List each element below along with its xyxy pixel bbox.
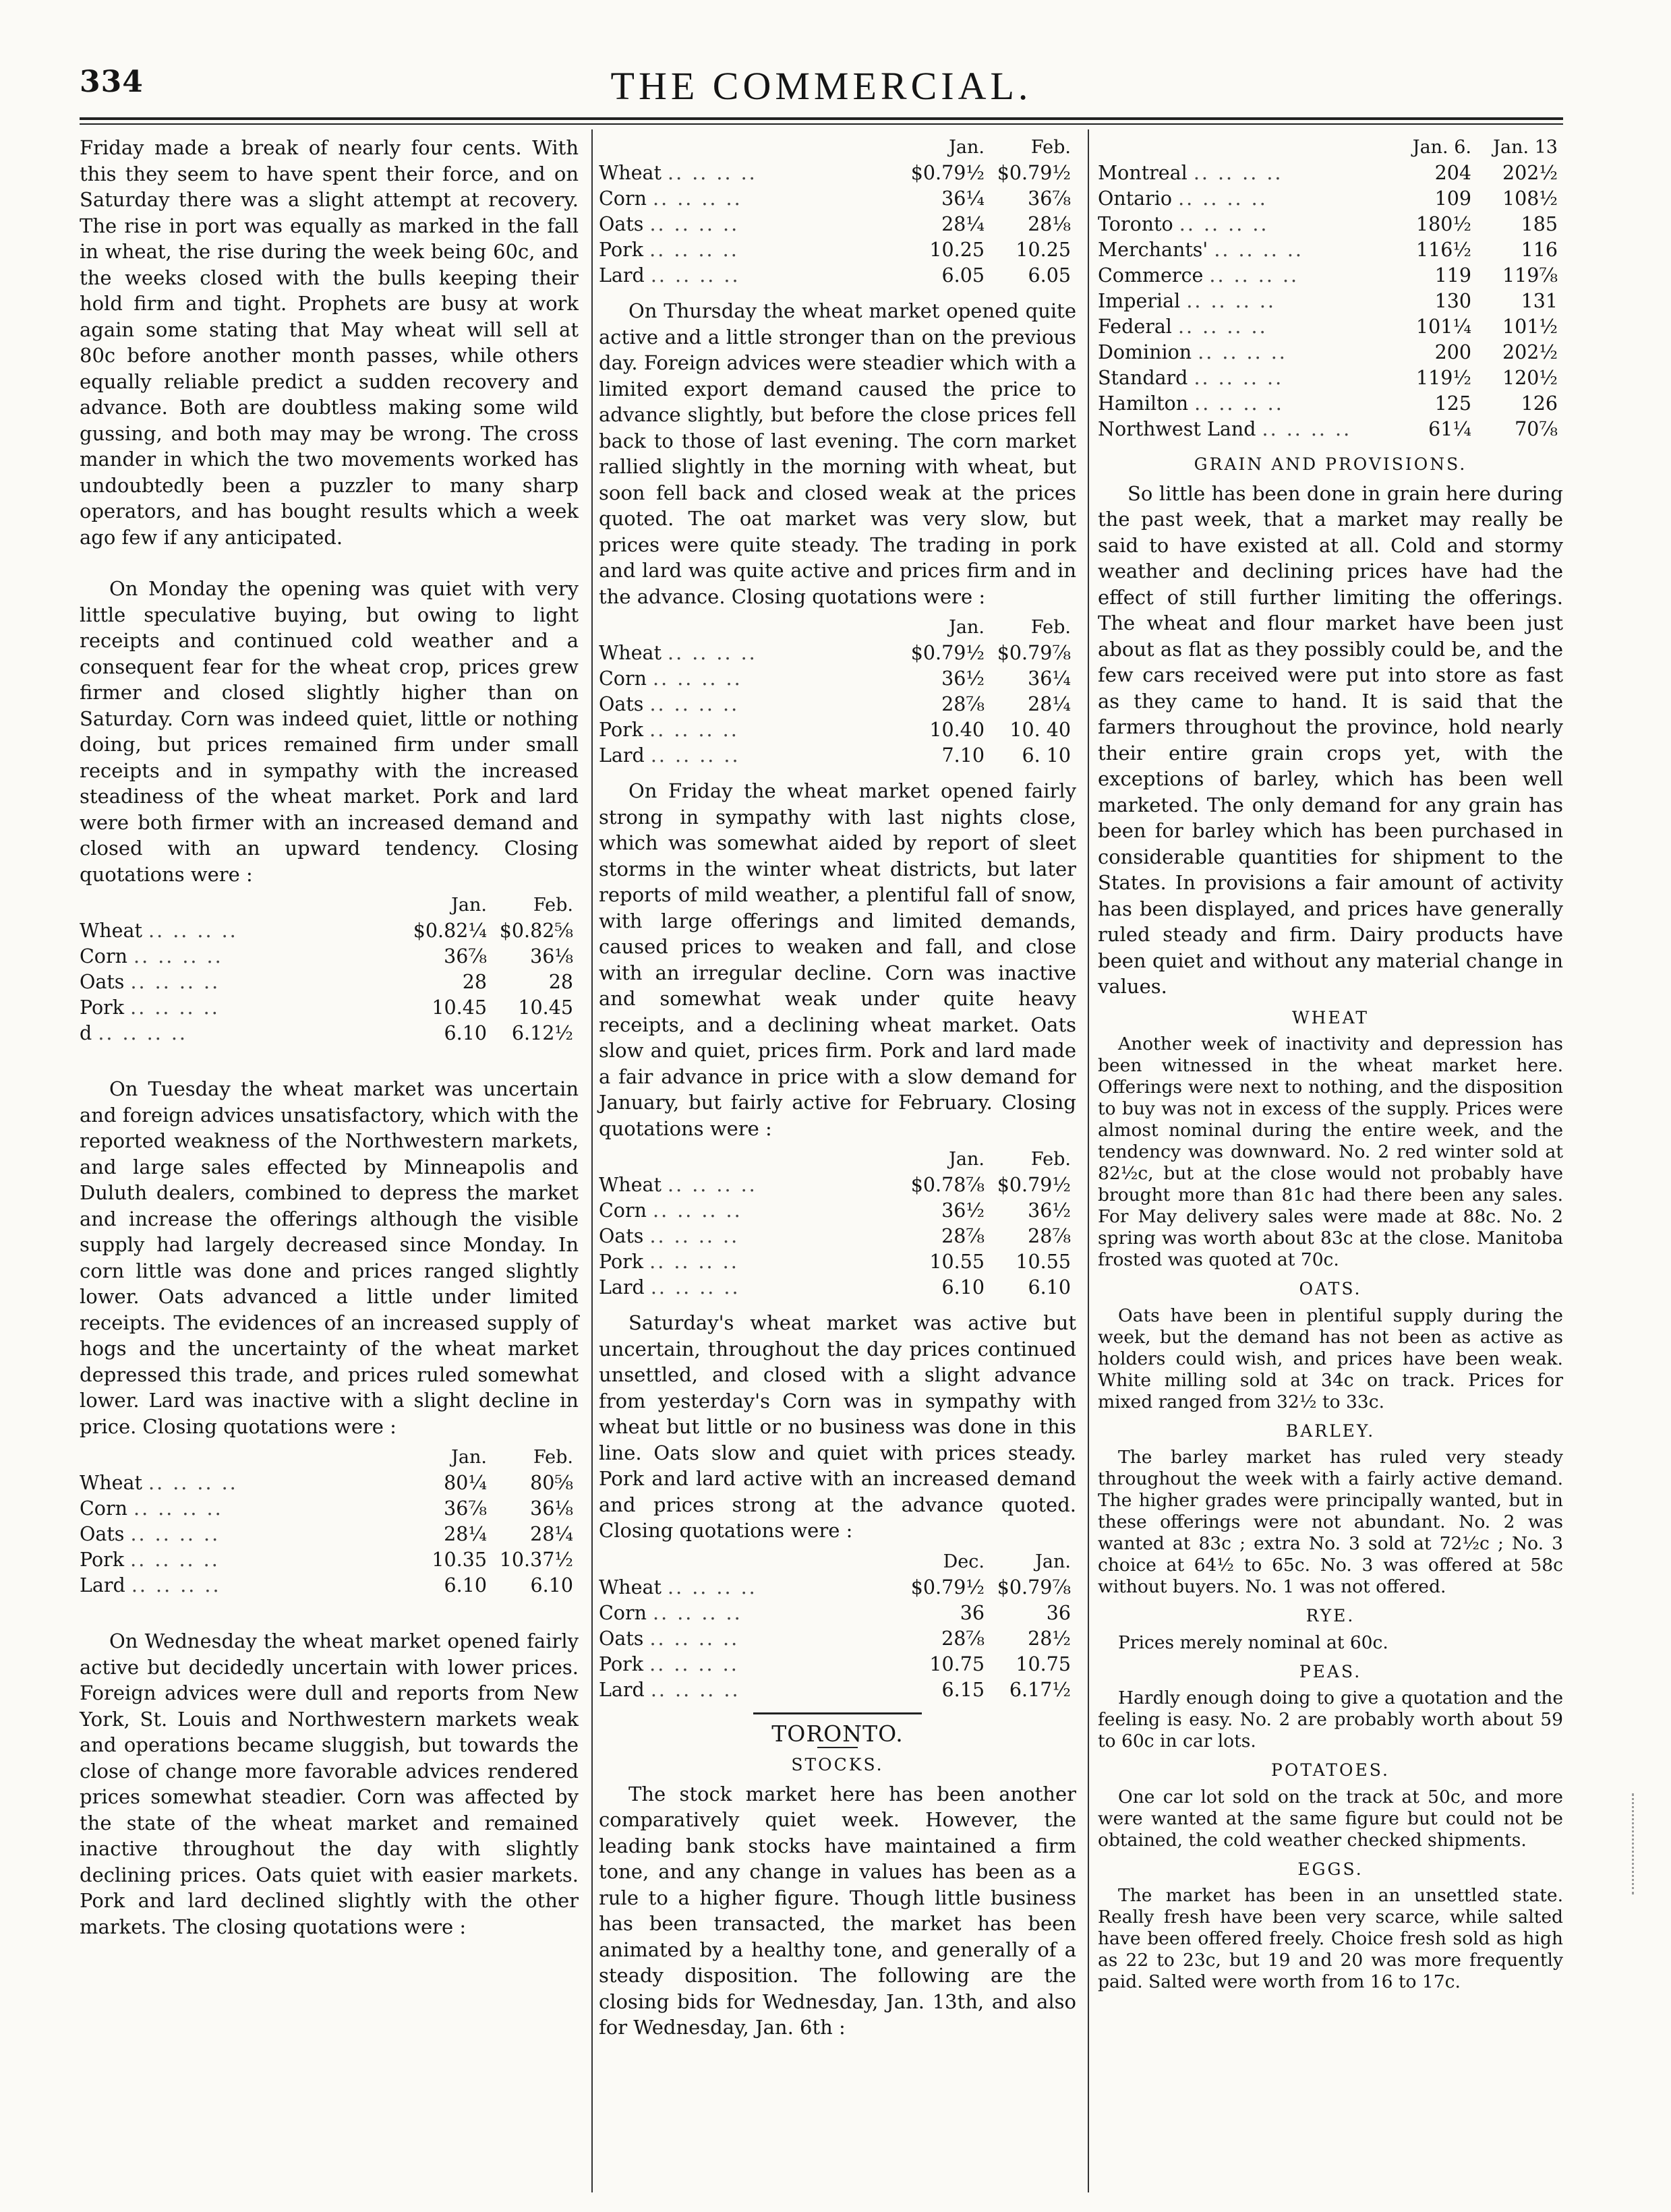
leader-dots: .. .. .. .. [653, 1601, 742, 1624]
cell-value: 36⅞ [444, 945, 487, 967]
cell-value: 131 [1521, 290, 1558, 312]
page-number: 334 [80, 65, 144, 99]
paragraph: The market has been in an unsettled state. Really fresh have been very scarce, while salted have been offered freely. Choice fresh sold as high as 22 to 23c, but 19 and 20 was more frequently paid. Salted were worth from 16 to 17c. [1098, 1885, 1563, 1992]
column-header: Feb. [1030, 1149, 1071, 1170]
row-label: Dominion [1098, 341, 1192, 363]
column-header: Jan. [451, 1447, 487, 1468]
row-label: Lard [599, 264, 645, 287]
column-divider-2 [1088, 129, 1089, 2192]
quotations-table [599, 1549, 1076, 1703]
column-header: Jan. 6. [1412, 137, 1471, 158]
row-label: Wheat [599, 642, 662, 664]
cell-value: 6.15 [941, 1678, 985, 1701]
cell-value: $0.79½ [910, 1576, 985, 1598]
cell-value: 10. 40 [1009, 719, 1071, 741]
leader-dots: .. .. .. .. [650, 264, 740, 287]
leader-dots: .. .. .. .. [653, 667, 742, 690]
leader-dots: .. .. .. .. [130, 971, 221, 993]
leader-dots: .. .. .. .. [649, 1225, 740, 1247]
cell-value: 28⅞ [941, 1225, 985, 1247]
cell-value: 10.45 [432, 996, 487, 1019]
cell-value: 36 [1046, 1601, 1071, 1624]
table-row [599, 1198, 1076, 1224]
leader-dots: .. .. .. .. [649, 693, 740, 715]
row-label: Standard [1098, 367, 1188, 389]
row-label: Wheat [599, 1576, 662, 1598]
cell-value: 119½ [1415, 367, 1471, 389]
table-row [1098, 289, 1563, 314]
row-label: Pork [599, 719, 644, 741]
paragraph: The stock market here has been another comparatively quiet week. However, the leading bank stocks have maintained a firm tone, and any change in values has been as a rule to a higher figure. Though little business has been transacted, the market has been animated by a healthy tone, and generally of a steady disposition. The following are the closing bids for Wednesday, Jan. 13th, and also for Wednesday, Jan. 6th : [599, 1782, 1076, 2039]
eggs-heading: EGGS. [1297, 1859, 1364, 1879]
cell-value: 80⅝ [530, 1472, 573, 1494]
row-label: Oats [80, 1523, 125, 1545]
cell-value: $0.79½ [997, 1174, 1071, 1196]
table-row [599, 1575, 1076, 1601]
oats-heading: OATS. [1299, 1279, 1362, 1298]
cell-value: 6. 10 [1022, 744, 1071, 767]
cell-value: $0.79½ [910, 642, 985, 664]
cell-value: $0.79½ [997, 162, 1071, 184]
leader-dots: .. .. .. .. [649, 719, 739, 741]
row-label: Federal [1098, 316, 1172, 338]
table-row [1098, 340, 1563, 365]
table-row [80, 995, 579, 1021]
row-label: Lard [599, 1678, 645, 1701]
leader-dots: .. .. .. .. [1179, 213, 1269, 235]
row-label: Pork [80, 1549, 125, 1571]
leader-dots: .. .. .. .. [1178, 316, 1268, 338]
wheat-heading: WHEAT [1291, 1007, 1370, 1027]
cell-value: 6.12½ [511, 1022, 573, 1044]
cell-value: $0.79½ [910, 162, 985, 184]
table-row [599, 1249, 1076, 1275]
paragraph: On Monday the opening was quiet with very little speculative buying, but owing to light receipts and continued cold weather and a consequent fear for the wheat crop, prices grew firmer and closed slightly higher than on Saturday. Corn was indeed quiet, little or nothing doing, but prices remained firm under small receipts and in sympathy with the increased steadiness of the wheat market. Pork and lard were both firmer with an increased demand and closed with an upward tendency. Closing quotations were : [80, 577, 579, 886]
table-row [80, 969, 579, 995]
quotations-table [599, 135, 1076, 289]
row-label: Wheat [599, 1174, 662, 1196]
leader-dots: .. .. .. .. [668, 1576, 757, 1598]
cell-value: 36 [960, 1601, 985, 1624]
row-label: Toronto [1098, 213, 1173, 235]
leader-dots: .. .. .. .. [650, 744, 740, 767]
barley-heading: BARLEY. [1285, 1421, 1376, 1441]
cell-value: 130 [1434, 290, 1471, 312]
paragraph: One car lot sold on the track at 50c, and more were wanted at the same figure but could not be obtained, the cold weather checked shipments. [1098, 1786, 1563, 1851]
table-row [599, 1626, 1076, 1652]
cell-value: 6.17½ [1009, 1678, 1071, 1701]
table-row [80, 1021, 579, 1046]
row-label: Corn [599, 1199, 647, 1222]
leader-dots: .. .. .. .. [649, 239, 739, 261]
cell-value: 6.10 [444, 1574, 487, 1596]
row-label: Oats [599, 213, 644, 235]
cell-value: 7.10 [941, 744, 985, 767]
row-label: Lard [599, 1276, 645, 1298]
leader-dots: .. .. .. .. [650, 1276, 740, 1298]
cell-value: 36¼ [941, 187, 985, 210]
paragraph: On Tuesday the wheat market was uncertain and foreign advices unsatisfactory, which with the reported weakness of the Northwestern markets, and large sales effected by Minneapolis and Duluth dealers, combined to depress the market and increase the offerings although the visible supply had largely decreased since Monday. In corn little was done and prices ranged slightly lower. Oats advanced a little under limited receipts. The evidences of an increased supply of hogs and the uncertainty of the wheat market depressed this trade, and prices ruled somewhat lower. Lard was inactive with a slight decline in price. Closing quotations were : [80, 1077, 579, 1438]
cell-value: 10.75 [929, 1652, 985, 1675]
row-label: Pork [599, 1652, 644, 1675]
leader-dots: .. .. .. .. [1194, 392, 1284, 415]
table-row [599, 1677, 1076, 1703]
header-rule-thin [80, 123, 1563, 125]
column-header: Jan. [949, 137, 985, 158]
cell-value: 10.35 [432, 1549, 487, 1571]
table-row [599, 1275, 1076, 1301]
cell-value: 108½ [1502, 187, 1558, 210]
table-row [599, 743, 1076, 769]
cell-value: 6.05 [1028, 264, 1071, 287]
column-header: Jan. [949, 1149, 985, 1170]
cell-value: 28 [548, 971, 573, 993]
table-row [80, 1522, 579, 1547]
column-header: Feb. [1030, 137, 1071, 158]
table-row [599, 186, 1076, 212]
table-row [1098, 365, 1563, 391]
row-label: Ontario [1098, 187, 1173, 210]
paragraph: Friday made a break of nearly four cents. With this they seem to have spent their force, and on Saturday there was a slight attempt at recovery. The rise in port was equally as marked in the fall in wheat, the rise during the week being 60c, and the weeks closed with the bulls keeping their hold firm and tight. Prophets are busy at work again some stating that May wheat will sell at 80c before another month passes, while others equally reliable predict a sudden recovery and advance. Both are doubtless making some wild gussing, and both may may be wrong. The cross mander in which the two movements worked has undoubtedly been a puzzler to many sharp operators, and has bought results which a week ago few if any anticipated. [80, 136, 579, 549]
leader-dots: .. .. .. .. [668, 1174, 757, 1196]
row-label: Lard [80, 1574, 125, 1596]
cell-value: 109 [1434, 187, 1471, 210]
row-label: Northwest Land [1098, 418, 1256, 440]
cell-value: 116 [1521, 239, 1558, 261]
quotations-table [599, 1147, 1076, 1301]
section-rule-small [817, 1747, 858, 1748]
section-rule [753, 1712, 922, 1714]
row-label: Wheat [80, 1472, 142, 1494]
row-label: Oats [599, 1225, 644, 1247]
cell-value: 36⅛ [530, 945, 573, 967]
table-row [599, 692, 1076, 717]
row-label: Pork [80, 996, 125, 1019]
leader-dots: .. .. .. .. [130, 1549, 220, 1571]
cell-value: 28⅛ [1028, 213, 1071, 235]
cell-value: 185 [1521, 213, 1558, 235]
cell-value: 101½ [1502, 316, 1558, 338]
leader-dots: .. .. .. .. [148, 920, 238, 942]
leader-dots: .. .. .. .. [649, 1251, 739, 1273]
column-3 [1098, 135, 1563, 1998]
quotations-table [80, 1445, 579, 1598]
table-row [599, 1172, 1076, 1198]
cell-value: 28 [462, 971, 487, 993]
row-label: Corn [80, 945, 127, 967]
row-label: Corn [599, 667, 647, 690]
leader-dots: .. .. .. .. [1262, 418, 1352, 440]
column-header: Jan. [451, 895, 487, 916]
table-row [1098, 417, 1563, 442]
cell-value: 10.75 [1016, 1652, 1071, 1675]
table-row [599, 717, 1076, 743]
leader-dots: .. .. .. .. [130, 996, 220, 1019]
column-header: Dec. [943, 1551, 985, 1572]
table-row [80, 944, 579, 969]
cell-value: 6.05 [941, 264, 985, 287]
leader-dots: .. .. .. .. [650, 1678, 740, 1701]
column-header: Jan. 13 [1493, 137, 1558, 158]
cell-value: 204 [1434, 162, 1471, 184]
cell-value: 36½ [1028, 1199, 1071, 1222]
cell-value: 180½ [1415, 213, 1471, 235]
paragraph: On Thursday the wheat market opened quite active and a little stronger than on the previous day. Foreign advices were steadier which with a limited export demand caused the price to advance slightly, but before the close prices fell back to those of last evening. The corn market rallied slightly in the morning with wheat, but soon fell back and closed weak at the prices quoted. The oat market was very slow, but prices were quite steady. The trading in pork and lard was quite active and prices firm and in the advance. Closing quotations were : [599, 299, 1076, 608]
cell-value: 28½ [1028, 1627, 1071, 1650]
table-row [1098, 314, 1563, 340]
margin-mark [1632, 1793, 1638, 1894]
leader-dots: .. .. .. .. [649, 213, 740, 235]
cell-value: 200 [1434, 341, 1471, 363]
leader-dots: .. .. .. .. [668, 162, 757, 184]
quotations-table [599, 615, 1076, 769]
table-row [80, 1496, 579, 1522]
row-label: Montreal [1098, 162, 1188, 184]
cell-value: 36⅛ [530, 1497, 573, 1520]
cell-value: 36⅞ [1028, 187, 1071, 210]
table-row [1098, 237, 1563, 263]
cell-value: 120½ [1502, 367, 1558, 389]
table-row [80, 1573, 579, 1598]
row-label: Pork [599, 1251, 644, 1273]
cell-value: $0.78⅞ [910, 1174, 985, 1196]
cell-value: 10.55 [1016, 1251, 1071, 1273]
row-label: Imperial [1098, 290, 1181, 312]
table-row [599, 212, 1076, 237]
row-label: Oats [80, 971, 125, 993]
peas-heading: PEAS. [1299, 1661, 1362, 1681]
table-row [599, 237, 1076, 263]
leader-dots: .. .. .. .. [134, 945, 223, 967]
row-label: Wheat [599, 162, 662, 184]
toronto-heading: TORONTO. [771, 1720, 904, 1747]
leader-dots: .. .. .. .. [649, 1652, 739, 1675]
row-label: Corn [80, 1497, 127, 1520]
quotations-table [80, 893, 579, 1046]
leader-dots: .. .. .. .. [1209, 264, 1299, 287]
row-label: Oats [599, 693, 644, 715]
paragraph: Oats have been in plentiful supply during the week, but the demand has not been as active as holders could wish, and prices have been weak. White milling sold at 34c on track. Prices for mixed ranged from 32½ to 33c. [1098, 1305, 1563, 1412]
table-row [599, 1652, 1076, 1677]
cell-value: 28⅞ [1028, 1225, 1071, 1247]
table-row [599, 1224, 1076, 1249]
cell-value: 10.37½ [499, 1549, 573, 1571]
column-header: Feb. [533, 1447, 573, 1468]
column-1 [80, 135, 579, 1945]
cell-value: 202½ [1502, 341, 1558, 363]
cell-value: 28⅞ [941, 1627, 985, 1650]
paragraph: So little has been done in grain here during the past week, that a market may really be said to have existed at all. Cold and stormy weather and declining prices have had the effect of still further limiting the offerings. The wheat and flour market have been just about as flat as they possibly could be, and the few cars received were put into store as fast as they came to hand. It is said that the farmers throughout the province, hold nearly their entire grain crops yet, with the exceptions of barley, which has been well marketed. The only demand for any grain has been for barley which has been purchased in considerable quantities for shipment to the States. In provisions a fair amount of activity has been displayed, and prices have generally ruled steady and firm. Dairy products have been quiet and without any material change in values. [1098, 481, 1563, 998]
cell-value: 10.45 [518, 996, 573, 1019]
cell-value: 36¼ [1028, 667, 1071, 690]
cell-value: 28¼ [941, 213, 985, 235]
paragraph: On Wednesday the wheat market opened fairly active but decidedly uncertain with lower prices. Foreign advices were dull and reports from New York, St. Louis and Northwestern markets weak and operations became sluggish, but towards the close of change more favorable advices rendered prices somewhat steadier. Corn was affected by the state of the wheat market and remained inactive throughout the day with slightly declining prices. Oats quiet with easier markets. Pork and lard declined slightly with the other markets. The closing quotations were : [80, 1630, 579, 1938]
cell-value: 10.25 [1016, 239, 1071, 261]
cell-value: $0.82¼ [413, 920, 487, 942]
row-label: Commerce [1098, 264, 1204, 287]
leader-dots: .. .. .. .. [668, 642, 757, 664]
stocks-heading: STOCKS. [791, 1755, 884, 1774]
cell-value: 202½ [1502, 162, 1558, 184]
cell-value: 101¼ [1415, 316, 1471, 338]
row-label: Corn [599, 1601, 647, 1624]
leader-dots: .. .. .. .. [98, 1022, 187, 1044]
cell-value: 28¼ [1028, 693, 1071, 715]
table-row [599, 160, 1076, 186]
table-row [599, 263, 1076, 289]
cell-value: 6.10 [941, 1276, 985, 1298]
rye-heading: RYE. [1306, 1606, 1355, 1625]
cell-value: 125 [1434, 392, 1471, 415]
cell-value: 28⅞ [941, 693, 985, 715]
leader-dots: .. .. .. .. [131, 1574, 221, 1596]
leader-dots: .. .. .. .. [134, 1497, 223, 1520]
row-label: Pork [599, 239, 644, 261]
masthead-title: THE COMMERCIAL. [610, 64, 1032, 108]
row-label: Corn [599, 187, 647, 210]
row-label: Oats [599, 1627, 644, 1650]
table-row [80, 918, 579, 944]
leader-dots: .. .. .. .. [1178, 187, 1268, 210]
paragraph: On Friday the wheat market opened fairly strong in sympathy with last nights close, which was somewhat aided by report of sleet storms in the winter wheat districts, but later reports of mild weather, a plentiful fall of snow, with large offerings and limited demands, caused prices to weaken and fall, and close with an irregular decline. Corn was inactive and somewhat weak under quite heavy receipts, and a declining wheat market. Oats slow and quiet, prices firm. Pork and lard made a fair advance in price with a slow demand for January, but fairly active for February. Closing quotations were : [599, 779, 1076, 1140]
column-header: Feb. [533, 895, 573, 916]
paragraph: Prices merely nominal at 60c. [1118, 1632, 1388, 1653]
header-rule-thick [80, 117, 1563, 120]
column-header: Jan. [949, 617, 985, 638]
cell-value: 28¼ [444, 1523, 487, 1545]
cell-value: $0.82⅝ [499, 920, 573, 942]
table-row [1098, 391, 1563, 417]
cell-value: 119⅞ [1502, 264, 1558, 287]
row-label: Lard [599, 744, 645, 767]
cell-value: 6.10 [530, 1574, 573, 1596]
row-label: d [80, 1022, 92, 1044]
cell-value: 116½ [1415, 239, 1471, 261]
cell-value: 6.10 [444, 1022, 487, 1044]
cell-value: 80¼ [444, 1472, 487, 1494]
leader-dots: .. .. .. .. [130, 1523, 221, 1545]
cell-value: 119 [1434, 264, 1471, 287]
cell-value: 6.10 [1028, 1276, 1071, 1298]
column-header: Jan. [1035, 1551, 1071, 1572]
page-header [80, 59, 1563, 113]
leader-dots: .. .. .. .. [1194, 367, 1284, 389]
table-row [1098, 263, 1563, 289]
cell-value: 36⅞ [444, 1497, 487, 1520]
leader-dots: .. .. .. .. [653, 1199, 742, 1222]
table-row [1098, 160, 1563, 186]
column-header: Feb. [1030, 617, 1071, 638]
leader-dots: .. .. .. .. [653, 187, 742, 210]
potatoes-heading: POTATOES. [1271, 1760, 1390, 1780]
leader-dots: .. .. .. .. [649, 1627, 740, 1650]
leader-dots: .. .. .. .. [1193, 162, 1283, 184]
cell-value: 70⅞ [1515, 418, 1558, 440]
cell-value: 28¼ [530, 1523, 573, 1545]
table-row [599, 1601, 1076, 1626]
table-row [1098, 212, 1563, 237]
cell-value: $0.79⅞ [997, 642, 1071, 664]
leader-dots: .. .. .. .. [1214, 239, 1303, 261]
row-label: Merchants' [1098, 239, 1208, 261]
cell-value: 61¼ [1428, 418, 1471, 440]
column-divider-1 [591, 129, 593, 2192]
table-row [80, 1547, 579, 1573]
row-label: Hamilton [1098, 392, 1189, 415]
paragraph: The barley market has ruled very steady throughout the week with a fairly active demand. The higher grades were principally wanted, but in these offerings were not abundant. No. 2 was wanted at 83c ; extra No. 3 sold at 72½c ; No. 3 choice at 64½ to 65c. No. 3 was offered at 58c without buyers. No. 1 was not offered. [1098, 1447, 1563, 1597]
row-label: Wheat [80, 920, 142, 942]
cell-value: 10.55 [929, 1251, 985, 1273]
paragraph: Saturday's wheat market was active but uncertain, throughout the day prices continued unsettled, and closed with a slight advance from yesterday's Corn was in sympathy with wheat but little or no business was done in this line. Oats slow and quiet with prices steady. Pork and lard active with an increased demand and prices strong at the advance quoted. Closing quotations were : [599, 1311, 1076, 1542]
leader-dots: .. .. .. .. [148, 1472, 238, 1494]
leader-dots: .. .. .. .. [1186, 290, 1276, 312]
cell-value: 126 [1521, 392, 1558, 415]
cell-value: $0.79⅞ [997, 1576, 1071, 1598]
table-row [599, 666, 1076, 692]
cell-value: 10.40 [929, 719, 985, 741]
table-row [80, 1470, 579, 1496]
cell-value: 36½ [941, 667, 985, 690]
paragraph: Another week of inactivity and depression has been witnessed in the wheat market here. Offerings were next to nothing, and the disposition to buy was not in excess of the supply. Prices were almost nominal during the entire week, and the tendency was downward. No. 2 red winter sold at 82½c, but at the close would not probably have brought more than 81c had there been any sales. For May delivery sales were made at 88c. No. 2 spring was worth about 83c at the close. Manitoba frosted was quoted at 70c. [1098, 1034, 1563, 1270]
stocks-table [1098, 135, 1563, 442]
table-row [1098, 186, 1563, 212]
cell-value: 36½ [941, 1199, 985, 1222]
leader-dots: .. .. .. .. [1198, 341, 1287, 363]
paragraph: Hardly enough doing to give a quotation and the feeling is easy. No. 2 are probably worth about 59 to 60c in car lots. [1098, 1687, 1563, 1752]
grain-heading: GRAIN AND PROVISIONS. [1194, 454, 1467, 474]
cell-value: 10.25 [929, 239, 985, 261]
column-2 [599, 135, 1076, 2046]
table-row [599, 640, 1076, 666]
